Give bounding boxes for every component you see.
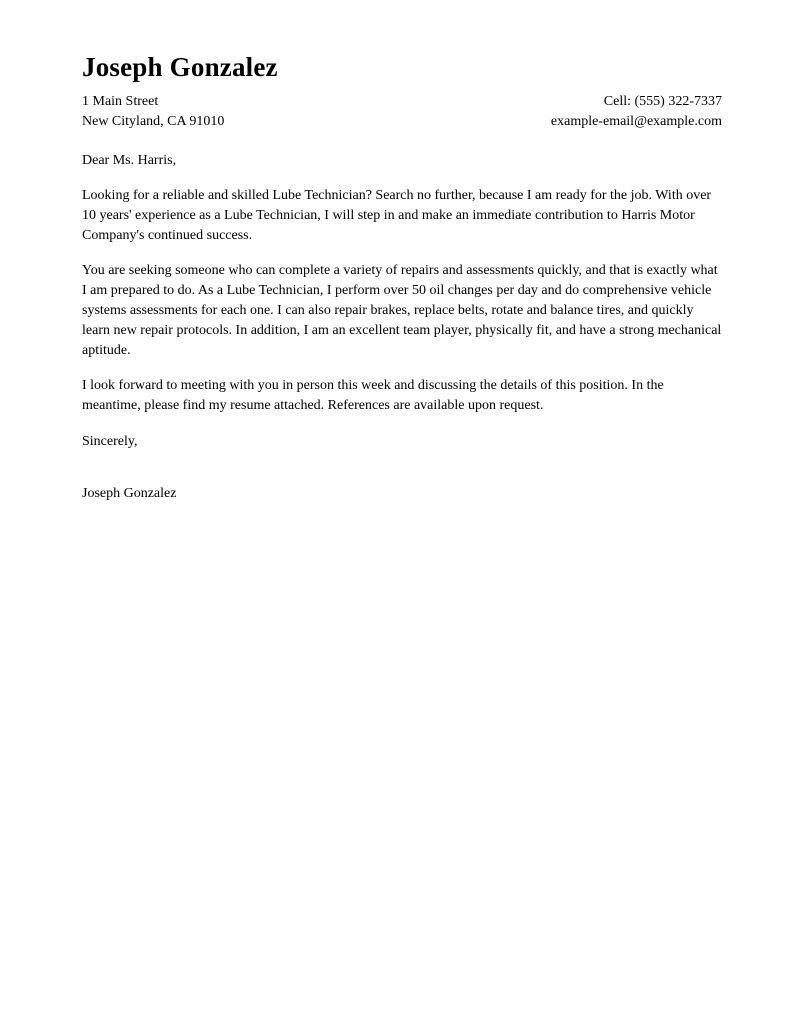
- body-paragraph-1: Looking for a reliable and skilled Lube Technician? Search no further, because I am ready for the job. With over 10 years' experience as a Lube Technician, I will step in and make an immediate contribution to Harris Motor Company's continued success.: [82, 188, 712, 243]
- sender-contact-block: [551, 92, 722, 132]
- closing-line: Sincerely,: [82, 434, 138, 449]
- body-paragraph-2: You are seeking someone who can complete a variety of repairs and assessments quickly, and that is exactly what I am prepared to do. As a Lube Technician, I perform over 50 oil changes per day and do comprehensive vehicle systems assessments for each one. I can also repair brakes, replace belts, rotate and balance tires, and quickly learn new repair protocols. In addition, I am an excellent team player, physically fit, and have a strong mechanical aptitude.: [82, 263, 722, 358]
- body-paragraph-3: I look forward to meeting with you in person this week and discussing the details of this position. In the meantime, please find my resume attached. References are available upon request.: [82, 378, 664, 413]
- contact-info-row: [82, 92, 722, 132]
- address-line-2: New Cityland, CA 91010: [82, 114, 225, 129]
- phone-number: Cell: (555) 322-7337: [603, 94, 722, 109]
- signature-name: Joseph Gonzalez: [82, 486, 177, 501]
- salutation: Dear Ms. Harris,: [82, 153, 177, 168]
- address-line-1: 1 Main Street: [82, 94, 159, 109]
- sender-name-heading: Joseph Gonzalez: [82, 52, 278, 82]
- email-address: example-email@example.com: [550, 114, 722, 129]
- sender-address-block: [82, 92, 224, 132]
